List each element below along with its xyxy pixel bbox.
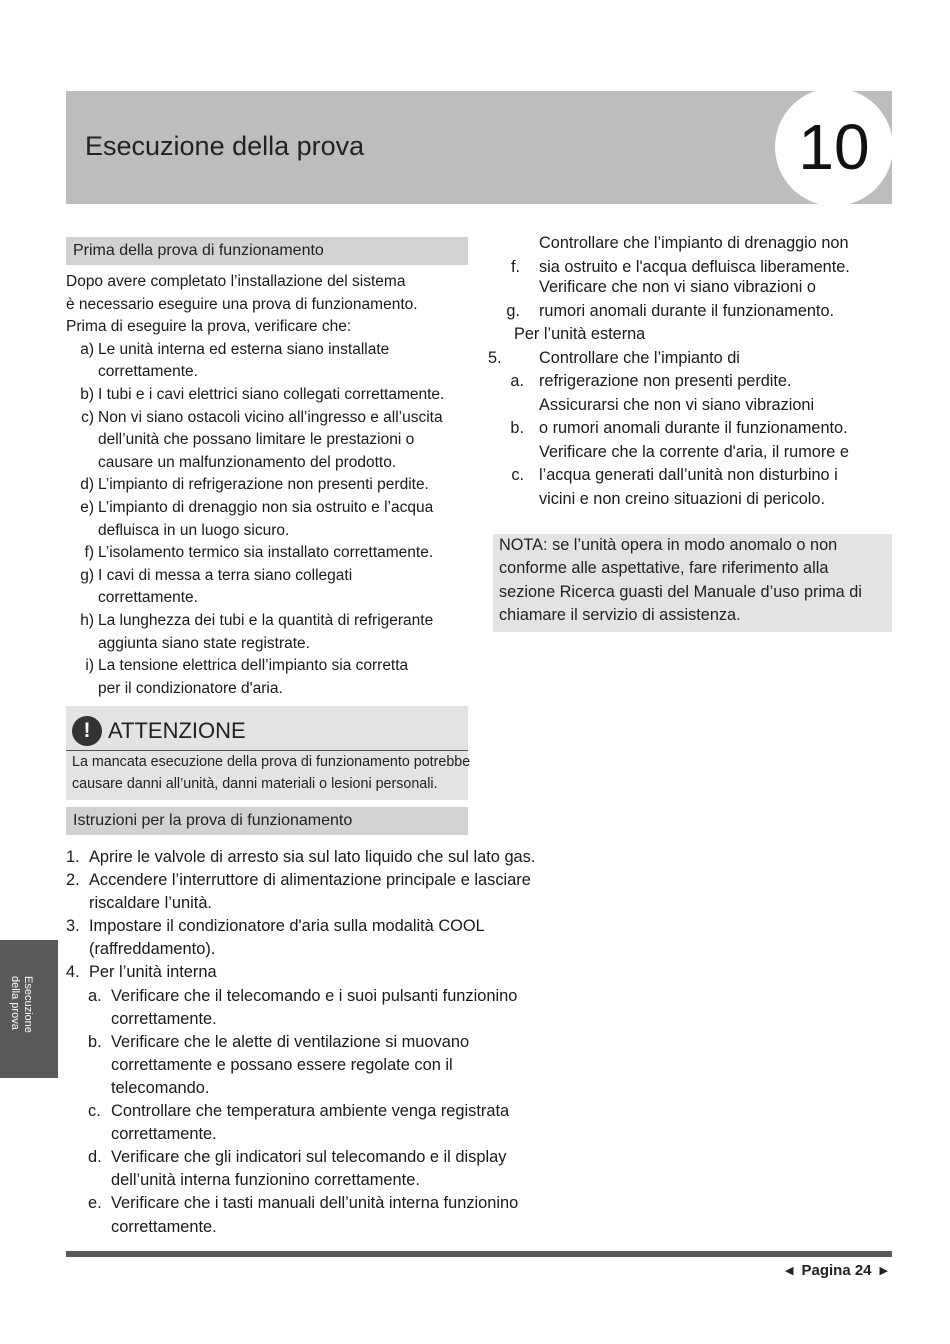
step-label: 4. bbox=[66, 963, 80, 982]
step-text: riscaldare l’unità. bbox=[89, 894, 212, 913]
checklist-text: L’impianto di drenaggio non sia ostruito e l’acqua bbox=[98, 498, 434, 516]
step-item bbox=[66, 961, 566, 984]
indoor-check-label: b. bbox=[88, 1032, 102, 1051]
chapter-number: 10 bbox=[775, 91, 892, 204]
checklist-label: c) bbox=[81, 408, 94, 426]
checklist-text: La tensione elettrica dell’impianto sia corretta bbox=[98, 657, 409, 675]
checklist-item bbox=[66, 542, 486, 565]
checklist-text: I cavi di messa a terra siano collegati bbox=[98, 566, 353, 584]
checklist-label: h) bbox=[80, 611, 94, 629]
indoor-check-text: dell’unità interna funzionino correttamente. bbox=[111, 1171, 420, 1190]
indoor-check-item bbox=[66, 985, 566, 1031]
checklist-label: g) bbox=[80, 566, 94, 584]
checklist-text: L’isolamento termico sia installato correttamente. bbox=[98, 544, 434, 562]
exclamation-icon: ! bbox=[72, 716, 102, 746]
indoor-check-text: correttamente. bbox=[111, 1009, 217, 1028]
indoor-check-item bbox=[66, 1100, 566, 1146]
checklist-item bbox=[66, 339, 486, 384]
checklist-label: d) bbox=[80, 476, 94, 494]
indoor-check-text: Verificare che i tasti manuali dell’unità interna funzionino bbox=[111, 1194, 519, 1213]
checklist-text: L’impianto di refrigerazione non presenti perdite. bbox=[98, 476, 429, 494]
checklist-item bbox=[66, 565, 486, 610]
indoor-check-label: a. bbox=[88, 986, 102, 1005]
checklist-item bbox=[66, 610, 486, 655]
next-page-icon[interactable]: ▶ bbox=[879, 1265, 888, 1277]
side-tab: Esecuzione della prova bbox=[0, 940, 58, 1078]
warning-divider bbox=[66, 750, 468, 751]
outdoor-checks: Controllare che l’impianto di drenaggio non f. sia ostruito e l'acqua defluisca liberamente. Verificare che non vi siano vibrazioni o g. rumori anomali durante il funzionamento. Per l’unità esterna 5. Controllare che l’impianto di a. refrigerazione non presenti perdite. Assicurarsi che non vi siano vibrazioni b. o rumori anomali durante il funzionamento. Verificare che la corrente d'aria, il rumore e c. l’acqua generati dall’unità non disturbino i vicini e non creino situazioni di pericolo. bbox=[488, 232, 888, 511]
checklist-label: e) bbox=[80, 498, 94, 516]
previous-page-icon[interactable]: ◀ bbox=[785, 1265, 794, 1277]
checklist-text: causare un malfunzionamento del prodotto. bbox=[98, 453, 397, 471]
indoor-check-text: telecomando. bbox=[111, 1078, 210, 1097]
checklist-item bbox=[66, 655, 486, 700]
pre-test-checklist bbox=[66, 271, 486, 700]
checklist-item bbox=[66, 407, 486, 475]
step-text: (raffreddamento). bbox=[89, 940, 216, 959]
indoor-check-item bbox=[66, 1146, 566, 1192]
checklist-text: La lunghezza dei tubi e la quantità di refrigerante bbox=[98, 611, 434, 629]
checklist-text: I tubi e i cavi elettrici siano collegati correttamente. bbox=[98, 385, 445, 403]
intro-line: è necessario eseguire una prova di funzionamento. bbox=[66, 295, 418, 313]
footer-rule bbox=[66, 1251, 892, 1257]
step-item bbox=[66, 869, 566, 915]
page-indicator bbox=[785, 1262, 888, 1279]
checklist-item bbox=[66, 474, 486, 497]
warning-box bbox=[66, 706, 471, 800]
checklist-label: a) bbox=[80, 340, 94, 358]
indoor-check-label: d. bbox=[88, 1148, 102, 1167]
step-label: 2. bbox=[66, 871, 80, 890]
page-title: Esecuzione della prova bbox=[85, 131, 365, 161]
checklist-item bbox=[66, 497, 486, 542]
step-item bbox=[66, 846, 566, 869]
page-number: Pagina 24 bbox=[801, 1262, 872, 1279]
indoor-check-text: correttamente. bbox=[111, 1125, 217, 1144]
intro-line: Prima di eseguire la prova, verificare che: bbox=[66, 318, 352, 336]
indoor-check-text: correttamente. bbox=[111, 1217, 217, 1236]
checklist-label: b) bbox=[80, 385, 94, 403]
indoor-check-label: e. bbox=[88, 1194, 102, 1213]
chapter-header bbox=[66, 91, 892, 204]
checklist-text: Non vi siano ostacoli vicino all’ingresso e all’uscita bbox=[98, 408, 443, 426]
checklist-item bbox=[66, 384, 486, 407]
note-box: NOTA: se l’unità opera in modo anomalo o non conforme alle aspettative, fare riferimento alla sezione Ricerca guasti del Manuale d’uso prima di chiamare il servizio di assistenza. bbox=[493, 534, 892, 632]
indoor-check-text: Verificare che il telecomando e i suoi pulsanti funzionino bbox=[111, 986, 518, 1005]
indoor-check-item bbox=[66, 1031, 566, 1100]
indoor-check-text: Verificare che gli indicatori sul telecomando e il display bbox=[111, 1148, 507, 1167]
step-text: Accendere l’interruttore di alimentazione principale e lasciare bbox=[89, 871, 531, 890]
indoor-check-text: correttamente e possano essere regolate con il bbox=[111, 1055, 453, 1074]
checklist-text: correttamente. bbox=[98, 363, 198, 381]
checklist-text: Le unità interna ed esterna siano installate bbox=[98, 340, 390, 358]
intro-line: Dopo avere completato l’installazione del sistema bbox=[66, 273, 406, 290]
checklist-text: defluisca in un luogo sicuro. bbox=[98, 521, 290, 539]
indoor-check-item bbox=[66, 1192, 566, 1238]
checklist-text: per il condizionatore d'aria. bbox=[98, 679, 283, 697]
checklist-text: correttamente. bbox=[98, 589, 198, 607]
indoor-check-text: Controllare che temperatura ambiente venga registrata bbox=[111, 1102, 510, 1121]
step-text: Per l’unità interna bbox=[89, 963, 217, 982]
warning-text: La mancata esecuzione della prova di funzionamento potrebbe causare danni all’unità, danni materiali o lesioni personali. bbox=[72, 754, 471, 792]
step-text: Aprire le valvole di arresto sia sul lato liquido che sul lato gas. bbox=[89, 848, 536, 866]
checklist-label: i) bbox=[85, 657, 94, 675]
checklist-text: dell’unità che possano limitare le prestazioni o bbox=[98, 431, 415, 449]
indoor-check-text: Verificare che le alette di ventilazione si muovano bbox=[111, 1032, 470, 1051]
step-label: 1. bbox=[66, 848, 80, 866]
step-text: Impostare il condizionatore d'aria sulla modalità COOL bbox=[89, 917, 485, 936]
step-item bbox=[66, 915, 566, 961]
outdoor-heading: Per l’unità esterna bbox=[514, 325, 646, 343]
section-heading-test-instructions: Istruzioni per la prova di funzionamento bbox=[66, 807, 468, 835]
section-heading-pre-test: Prima della prova di funzionamento bbox=[66, 237, 468, 265]
step-label: 3. bbox=[66, 917, 80, 936]
indoor-check-label: c. bbox=[88, 1102, 101, 1121]
checklist-text: aggiunta siano state registrate. bbox=[98, 634, 310, 652]
test-steps-list bbox=[66, 846, 566, 1239]
checklist-label: f) bbox=[84, 544, 94, 562]
warning-title: ATTENZIONE bbox=[108, 718, 246, 743]
